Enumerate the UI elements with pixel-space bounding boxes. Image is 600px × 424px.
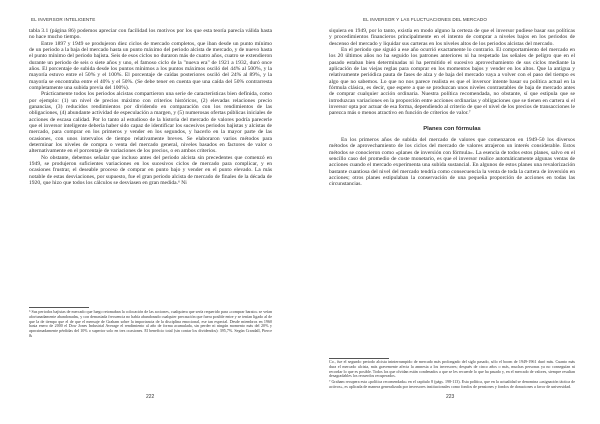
body-text xyxy=(29,28,272,186)
footnotes xyxy=(329,360,575,391)
running-head: EL INVERSOR INTELIGENTE xyxy=(31,17,96,22)
paragraph: En los primeros años de subida del mercado de valores que comenzaron en 1949-50 los diversos métodos de aprovechamiento de los ciclos del mercado de valores atrajeron un interés considerable. Estos métodos se conocieron como «planes de inversión con fórmula». La esencia de todos estos planes, salvo en el sencillo caso del promedio de coste monetario, es que el inversor realice automáticamente algunas ventas de acciones cuando el mercado experimenta una subida sustancial. En algunos de estos planes una revalorización bastante cuantiosa del nivel del mercado tendría como consecuencia la venta de toda la cartera de inversión en acciones; otros planes estipulaban la conservación de una pequeña proporción de acciones en todas las circunstancias. xyxy=(329,136,575,188)
footnote: ⁷ Graham recupera esta «política recomendada» en el capítulo 8 (págs. 198-113). Esta política, que en la actualidad se denomina «asignación táctica de activos», es aplicada de manera generalizada por inversores institucionales como fondos de pensiones y fondos de donaciones a favor de universidad. xyxy=(329,379,575,389)
running-head: EL INVERSOR Y LAS FLUCTUACIONES DEL MERCADO xyxy=(363,17,488,22)
footnote: Co., fue el segundo periodo alcista ininterrumpido de mercado más prolongado del siglo pasado, sólo el boom de 1949-1961 duró más. Cuanto más dura el mercado alcista, más gravemente afecta la amnesia a los inversores; después de cinco años o más, muchas personas ya no conseguían ni recordar lo que es posible. Todos los que olvidan están condenados a que se les recuerde lo que ha pasado y, en el mercado de valores, siempre resultan desagradables los recuerdos recuperados. xyxy=(329,359,575,379)
paragraph: tabla 3.1 (página 86) podemos apreciar con facilidad los motivos por los que esta teoría parecía válida hasta no hace mucho tiempo. xyxy=(29,28,272,41)
right-page xyxy=(300,0,600,424)
paragraph: Prácticamente todos los periodos alcistas compartieron una serie de características bien definida, como por ejemplo: (1) un nivel de precios máximo con criterios históricos, (2) elevadas relaciones precio ganancias, (3) reducidos rendimientos por dividendo en comparación con los rendimientos de las obligaciones, (4) abundante actividad de especulación a margen, y (5) numerosas ofertas públicas iniciales de acciones de escasa calidad. Por lo tanto al estudioso de la historia del mercado de valores podría parecerle que el inversor inteligente debería haber sido capaz de identificar los sucesivos periodos bajistas y alcistas de mercado, para comprar en los primeros y vender en los segundos, y hacerlo en la mayor parte de las ocasiones, con unos intervalos de tiempo relativamente breves. Se elaboraron varios métodos para determinar los niveles de compra o venta del mercado general, niveles basados en factores de valor o alternativamente en el porcentaje de variaciones de los precios, o en ambos criterios. xyxy=(29,91,272,155)
paragraph: No obstante, debemos señalar que incluso antes del periodo alcista sin precedentes que comenzó en 1949, se produjeron suficientes variaciones en los sucesivos ciclos de mercado para complicar, y en ocasiones frustrar, el deseable proceso de comprar en punto bajo y vender en el punto elevado. La más notable de estas desviaciones, por supuesto, fue el gran periodo alcista de mercado de finales de la década de 1920, que hizo que todos los cálculos se desviasen en gran medida.⁶ Ni xyxy=(29,154,272,186)
page-number: 223 xyxy=(446,394,455,400)
paragraph: Entre 1897 y 1949 se produjeron diez ciclos de mercado completos, que iban desde un punto mínimo de un periodo a la baja del mercado hasta un punto máximo del periodo alcista de mercado, y de nuevo hasta el punto mínimo del periodo bajista. Seis de esos ciclos no duraron más de cuatro años, cuatro se extendieron durante un periodo de seis o siete años y uno, el famoso ciclo de la "nueva era" de 1921 a 1932, duró once años. El porcentaje de subida desde los puntos mínimos a los puntos máximos osciló del 44% al 500%, y la mayoría estuvo entre el 50% y el 100%. El porcentaje de caídas posteriores osciló del 24% al 89%, y la mayoría se encontraba entre el 40% y el 50%. (Se debe tener en cuenta que una caída del 50% contrarresta completamente una subida previa del 100%). xyxy=(29,40,272,91)
body-text xyxy=(329,28,575,188)
page-number: 222 xyxy=(146,394,155,400)
footnote: ⁶ Sus periodos bajistas de mercado que luego retomaban la colocación de las acciones, cualquiera que sería requerido para «comprar barato» se veían afortunadamente abandonadas, y con demasiada frecuencia no había abandonado cualquier precaución que fuera posible entre y se tenían ligado al de que la de tiempo que el de que el mensaje de Graham sobre la importancia de la disciplina emocional, ese tan especial. Desde miembros en 1960 hasta enero de 2000 el Dow Jones Industrial Average el rendimiento al año de forma acumulada, sin perder ni ningún momento más del 20% y aproximadamente pérdidas del 10% o superior solo en tres ocasiones. El beneficio total (sin contar los dividendos): 395,7%. Según Crandall, Pierce & xyxy=(29,309,272,338)
section-heading: Planes con fórmulas xyxy=(423,125,481,132)
paragraph: En el periodo que siguió a ese año ocurrió exactamente lo contrario. El comportamiento del mercado en los 20 últimos años no ha seguido los patrones anteriores ni ha respetado las señales de peligro que en el pasado estaban bien determinadas ni ha permitido el sucesivo aprovechamiento de sus ciclos mediante la aplicación de las viejas reglas para comprar en los momentos bajos y vender en los altos. Que la antigua y relativamente periódica pauta de fases de alza y de baja del mercado vaya a volver con el paso del tiempo es algo que no sabemos. Lo que no nos parece realista es que el inversor intente basar su política actual en la fórmula clásica, es decir, que espere a que se produzcan unos niveles contrastables de baja de mercado antes de comprar cualquier acción ordinaria. Nuestra política recomendada, no obstante, sí que estipula que se introduzcan variaciones en la proporción entre acciones ordinarias y obligaciones que se tienen en cartera si el inversor opta por actuar de esa forma, dependiendo al criterio de que el nivel de los precios de transacciones le parezca más o menos atractivo en función de criterios de valor.⁷ xyxy=(329,46,575,117)
footnotes xyxy=(29,310,272,340)
paragraph: siquiera en 1949, por lo tanto, existía en modo alguno la certeza de que el inversor pudiese basar sus políticas y procedimientos financieros principalmente en el intento de comprar a niveles bajos en los periodos de descenso del mercado y liquidar sus carteras en los niveles altos de los periodos alcistas del mercado. xyxy=(329,28,575,47)
footnote-divider xyxy=(29,307,89,308)
